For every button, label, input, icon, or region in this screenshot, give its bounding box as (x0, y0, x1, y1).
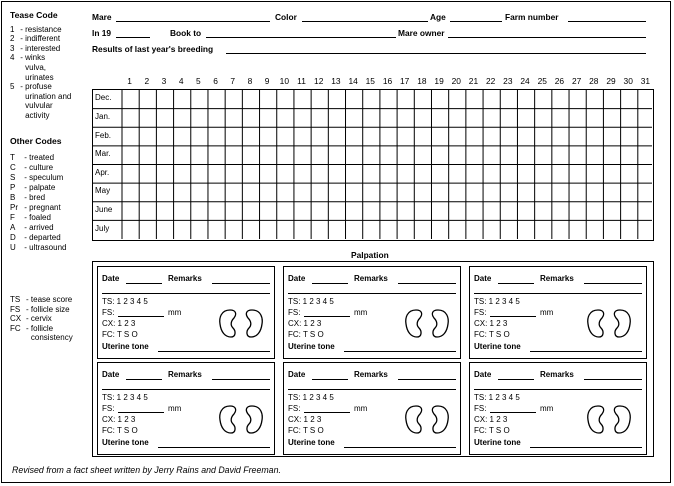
month-label: Jan. (95, 111, 111, 121)
ts-score-options[interactable]: TS: 1 2 3 4 5 (102, 393, 148, 402)
palpation-card (283, 362, 461, 455)
day-header: 28 (589, 76, 599, 86)
other-code-text: foaled (29, 213, 51, 223)
palpation-card (469, 266, 647, 359)
remarks-field[interactable] (398, 283, 456, 284)
fs-label: FS: (102, 308, 115, 317)
fc-options[interactable]: FC: T S O (102, 426, 138, 435)
uterine-tone-field[interactable] (158, 447, 270, 448)
uterine-tone-field[interactable] (530, 447, 642, 448)
follicle-size-field[interactable] (304, 316, 350, 317)
other-code-code: P (10, 182, 16, 192)
remarks-field-line2[interactable] (288, 293, 456, 294)
tease-code-text: interested (25, 43, 61, 53)
other-code-item: B - bred (10, 192, 46, 202)
palpation-code-code: FS (10, 304, 21, 314)
remarks-field[interactable] (584, 379, 642, 380)
tease-code-text: profuse (25, 82, 52, 92)
other-code-text: palpate (29, 182, 56, 192)
day-header: 27 (571, 76, 582, 86)
color-field[interactable] (302, 21, 428, 22)
other-code-text: ultrasound (29, 243, 67, 253)
footer-credit: Revised from a fact sheet written by Jerry Rains and David Freeman. (12, 465, 281, 475)
uterine-tone-field[interactable] (344, 351, 456, 352)
month-label: Apr. (95, 167, 110, 177)
tease-code-legend (10, 11, 71, 121)
breeding-calendar-grid (92, 89, 654, 241)
remarks-label: Remarks (168, 370, 202, 379)
book-to-label: Book to (170, 28, 202, 38)
uterine-tone-field[interactable] (344, 447, 456, 448)
ovary-diagram-icon (216, 403, 266, 435)
palpation-card (97, 362, 275, 455)
day-header: 2 (144, 76, 150, 86)
follicle-size-field[interactable] (118, 316, 164, 317)
date-field[interactable] (498, 379, 534, 380)
mare-label: Mare (92, 12, 112, 22)
other-code-item: P - palpate (10, 182, 56, 192)
tease-code-text: resistance (25, 24, 62, 34)
color-label: Color (275, 12, 297, 22)
tease-code-item: 3 - interested (10, 43, 61, 53)
tease-code-text-cont: vulva, (25, 62, 47, 72)
other-code-item: Pr - pregnant (10, 203, 61, 213)
other-code-item: A - arrived (10, 223, 54, 233)
day-header: 16 (382, 76, 393, 86)
ts-score-options[interactable]: TS: 1 2 3 4 5 (288, 393, 334, 402)
day-header: 7 (230, 76, 236, 86)
day-header: 22 (485, 76, 496, 86)
book-to-field[interactable] (206, 37, 396, 38)
remarks-field-line2[interactable] (102, 389, 270, 390)
other-code-code: D (10, 233, 16, 243)
palpation-code-item: FS - follicle size (10, 304, 70, 314)
day-header: 15 (365, 76, 375, 86)
month-label: May (95, 186, 111, 196)
day-header: 31 (640, 76, 651, 86)
tease-code-text-cont: activity (25, 110, 50, 120)
palpation-legend (10, 295, 73, 343)
calendar-grid-lines (93, 90, 652, 239)
fc-options[interactable]: FC: T S O (288, 330, 324, 339)
tease-code-text: winks (25, 53, 46, 63)
day-header: 14 (348, 76, 358, 86)
palpation-code-item: TS - tease score (10, 295, 73, 304)
date-label: Date (102, 370, 120, 379)
uterine-tone-label: Uterine tone (474, 342, 521, 351)
in19-label: In 19 (92, 28, 112, 38)
age-field[interactable] (450, 21, 502, 22)
cx-options[interactable]: CX: 1 2 3 (474, 415, 508, 424)
other-code-text: speculum (29, 172, 64, 182)
ts-score-options[interactable]: TS: 1 2 3 4 5 (474, 297, 520, 306)
palpation-code-text: follicle size (30, 304, 70, 314)
other-code-code: A (10, 223, 16, 233)
fs-label: FS: (288, 308, 301, 317)
in19-field[interactable] (116, 37, 150, 38)
fs-label: FS: (102, 404, 115, 413)
results-label: Results of last year's breeding (92, 44, 214, 54)
mm-unit-label: mm (168, 404, 182, 413)
day-header: 23 (503, 76, 513, 86)
mare-owner-label: Mare owner (398, 28, 445, 38)
mm-unit-label: mm (540, 308, 554, 317)
mm-unit-label: mm (354, 308, 368, 317)
day-header: 20 (451, 76, 461, 86)
tease-code-code: 2 (10, 34, 15, 44)
tease-code-code: 5 (10, 82, 15, 92)
day-header: 29 (606, 76, 616, 86)
other-code-code: U (10, 243, 16, 253)
other-code-item: D - departed (10, 233, 61, 243)
tease-code-title: Tease Code (10, 10, 58, 20)
fc-options[interactable]: FC: T S O (474, 426, 510, 435)
date-label: Date (288, 370, 306, 379)
palpation-code-code: FC (10, 323, 21, 333)
cx-options[interactable]: CX: 1 2 3 (102, 319, 136, 328)
month-label: Mar. (95, 149, 111, 159)
other-codes-legend (10, 137, 66, 254)
other-code-item: S - speculum (10, 172, 64, 182)
other-code-code: Pr (10, 203, 18, 213)
palpation-code-item: CX - cervix (10, 314, 52, 324)
uterine-tone-label: Uterine tone (102, 438, 149, 447)
palpation-code-text-cont: consistency (30, 333, 73, 343)
tease-code-item: 4 - winks vulva, urinates (10, 53, 54, 82)
day-header: 21 (468, 76, 479, 86)
remarks-field-line2[interactable] (288, 389, 456, 390)
day-header: 11 (297, 76, 306, 86)
palpation-code-text: tease score (30, 295, 73, 304)
follicle-size-field[interactable] (304, 412, 350, 413)
remarks-label: Remarks (168, 274, 202, 283)
palpation-card (283, 266, 461, 359)
remarks-field[interactable] (212, 379, 270, 380)
fc-options[interactable]: FC: T S O (474, 330, 510, 339)
remarks-field-line2[interactable] (474, 389, 642, 390)
cx-options[interactable]: CX: 1 2 3 (288, 415, 322, 424)
palpation-code-text: follicle (30, 323, 54, 333)
palpation-card (97, 266, 275, 359)
other-code-code: F (10, 213, 15, 223)
tease-code-code: 3 (10, 43, 15, 53)
day-header: 25 (537, 76, 547, 86)
uterine-tone-label: Uterine tone (474, 438, 521, 447)
other-code-item: U - ultrasound (10, 243, 67, 253)
uterine-tone-field[interactable] (530, 351, 642, 352)
cx-options[interactable]: CX: 1 2 3 (288, 319, 322, 328)
date-label: Date (474, 274, 492, 283)
other-code-code: S (10, 172, 16, 182)
ovary-diagram-icon (584, 403, 634, 435)
day-header: 4 (178, 76, 184, 86)
other-code-item: F - foaled (10, 213, 51, 223)
remarks-field[interactable] (584, 283, 642, 284)
other-code-item: C - culture (10, 162, 54, 172)
day-header: 18 (417, 76, 427, 86)
fs-label: FS: (474, 308, 487, 317)
tease-code-item: 5 - profuse urination and vulvular activity (10, 82, 72, 120)
day-header: 24 (520, 76, 530, 86)
ts-score-options[interactable]: TS: 1 2 3 4 5 (288, 297, 334, 306)
farm-number-field[interactable] (568, 21, 646, 22)
date-label: Date (288, 274, 306, 283)
follicle-size-field[interactable] (118, 412, 164, 413)
ovary-diagram-icon (402, 307, 452, 339)
day-header: 12 (314, 76, 324, 86)
ts-score-options[interactable]: TS: 1 2 3 4 5 (102, 297, 148, 306)
other-code-code: T (10, 152, 15, 162)
tease-code-item: 1 - resistance (10, 24, 62, 34)
uterine-tone-label: Uterine tone (288, 438, 335, 447)
other-code-code: B (10, 192, 16, 202)
date-label: Date (474, 370, 492, 379)
month-label: Feb. (95, 130, 112, 140)
other-code-text: bred (29, 192, 46, 202)
remarks-label: Remarks (354, 370, 388, 379)
other-code-text: treated (29, 152, 55, 162)
age-label: Age (430, 12, 446, 22)
mm-unit-label: mm (354, 404, 368, 413)
remarks-label: Remarks (540, 370, 574, 379)
fs-label: FS: (474, 404, 487, 413)
day-header: 30 (623, 76, 633, 86)
tease-code-code: 1 (10, 24, 15, 34)
palpation-card (469, 362, 647, 455)
mare-owner-field[interactable] (448, 37, 646, 38)
month-label: July (95, 223, 110, 233)
day-header: 9 (264, 76, 270, 86)
day-header: 1 (127, 76, 132, 86)
day-header: 17 (400, 76, 410, 86)
other-code-code: C (10, 162, 16, 172)
mm-unit-label: mm (540, 404, 554, 413)
ovary-diagram-icon (402, 403, 452, 435)
date-field[interactable] (126, 379, 162, 380)
tease-code-text-cont: vulvular (25, 101, 53, 111)
palpation-title: Palpation (351, 250, 389, 260)
tease-code-text: indifferent (25, 34, 61, 44)
date-field[interactable] (312, 283, 348, 284)
day-header: 6 (213, 76, 218, 86)
palpation-code-text: cervix (30, 314, 52, 324)
palpation-code-code: CX (10, 314, 22, 324)
month-label: June (95, 205, 113, 215)
palpation-code-code: TS (10, 295, 21, 304)
uterine-tone-label: Uterine tone (288, 342, 335, 351)
day-header: 8 (247, 76, 253, 86)
day-header: 10 (279, 76, 289, 86)
cx-options[interactable]: CX: 1 2 3 (102, 415, 136, 424)
fc-options[interactable]: FC: T S O (288, 426, 324, 435)
other-code-text: arrived (29, 223, 54, 233)
results-field[interactable] (226, 53, 646, 54)
ovary-diagram-icon (216, 307, 266, 339)
remarks-field[interactable] (398, 379, 456, 380)
fs-label: FS: (288, 404, 301, 413)
other-code-item: T - treated (10, 152, 55, 162)
follicle-size-field[interactable] (490, 412, 536, 413)
tease-code-item: 2 - indifferent (10, 34, 61, 44)
tease-code-text-cont: urinates (25, 72, 54, 82)
remarks-field-line2[interactable] (102, 293, 270, 294)
day-header: 5 (196, 76, 201, 86)
fc-options[interactable]: FC: T S O (102, 330, 138, 339)
month-label: Dec. (95, 93, 112, 103)
date-label: Date (102, 274, 120, 283)
tease-code-code: 4 (10, 53, 15, 63)
day-header: 19 (434, 76, 444, 86)
other-code-text: pregnant (29, 203, 61, 213)
date-field[interactable] (498, 283, 534, 284)
tease-code-text-cont: urination and (25, 91, 72, 101)
remarks-label: Remarks (354, 274, 388, 283)
day-header: 26 (554, 76, 565, 86)
other-codes-title: Other Codes (10, 136, 62, 146)
day-header: 3 (161, 76, 167, 86)
remarks-field[interactable] (212, 283, 270, 284)
day-header: 13 (331, 76, 341, 86)
remarks-label: Remarks (540, 274, 574, 283)
uterine-tone-label: Uterine tone (102, 342, 149, 351)
other-code-text: culture (29, 162, 54, 172)
mare-field[interactable] (116, 21, 270, 22)
palpation-code-item: FC - follicle consistency (10, 323, 73, 343)
remarks-field-line2[interactable] (474, 293, 642, 294)
uterine-tone-field[interactable] (158, 351, 270, 352)
ts-score-options[interactable]: TS: 1 2 3 4 5 (474, 393, 520, 402)
cx-options[interactable]: CX: 1 2 3 (474, 319, 508, 328)
mm-unit-label: mm (168, 308, 182, 317)
follicle-size-field[interactable] (490, 316, 536, 317)
other-code-text: departed (29, 233, 61, 243)
ovary-diagram-icon (584, 307, 634, 339)
date-field[interactable] (312, 379, 348, 380)
farm-number-label: Farm number (505, 12, 559, 22)
date-field[interactable] (126, 283, 162, 284)
